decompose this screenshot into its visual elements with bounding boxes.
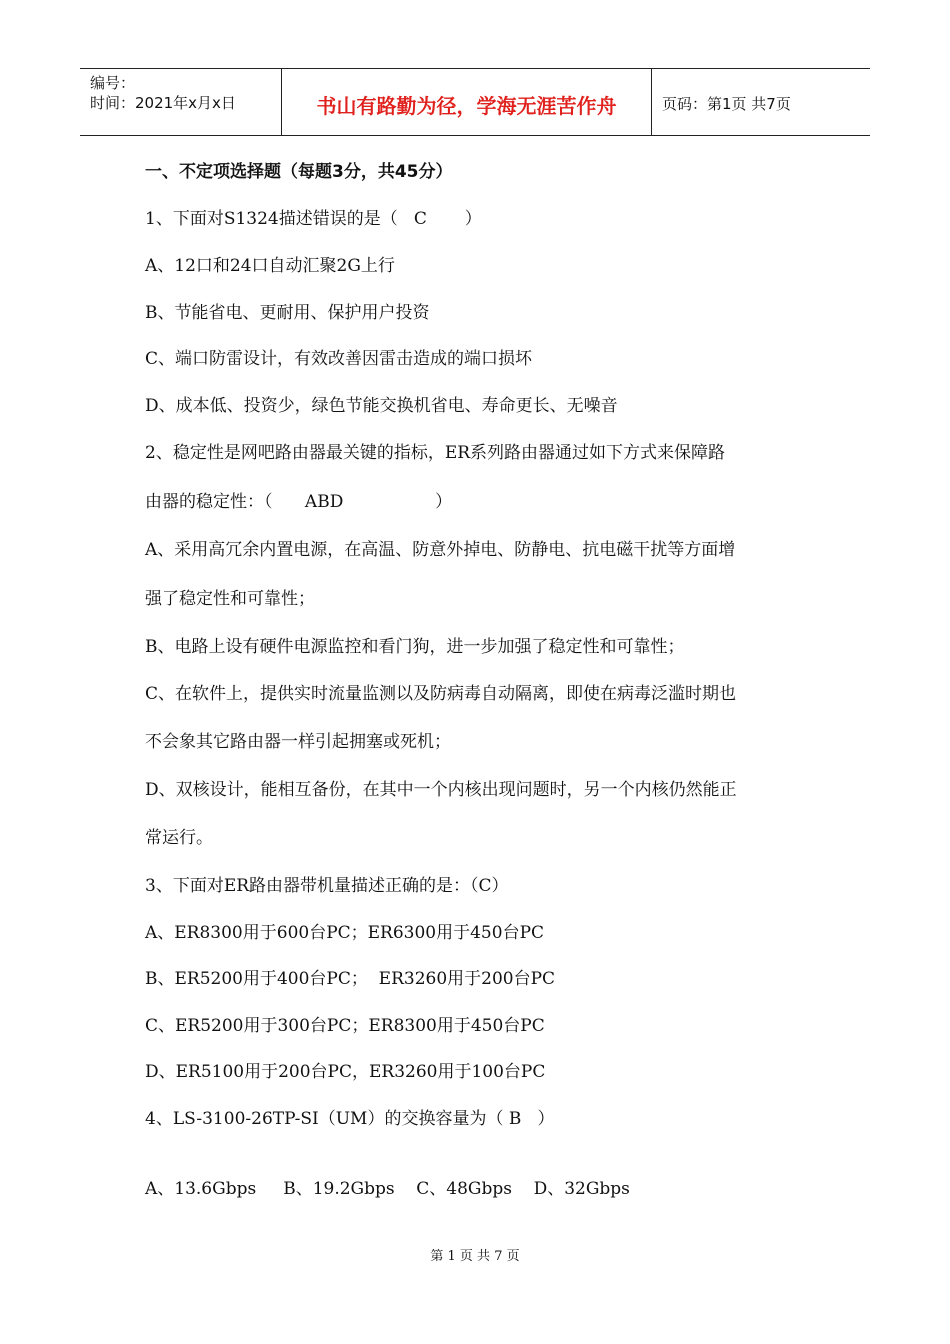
option-line: B、电路上设有硬件电源监控和看门狗，进一步加强了稳定性和可靠性； [145, 637, 685, 657]
header-meta [80, 69, 281, 135]
question-line: 由器的稳定性：（ ABD ） [145, 492, 453, 512]
page-footer: 第 1 页 共 7 页 [430, 1249, 520, 1264]
option-line: D、双核设计，能相互备份，在其中一个内核出现问题时，另一个内核仍然能正 [145, 780, 737, 800]
question-line: 2、稳定性是网吧路由器最关键的指标，ER系列路由器通过如下方式来保障路 [145, 443, 726, 463]
question-line: 1、下面对S1324描述错误的是（ C ） [145, 209, 482, 229]
option-line: 强了稳定性和可靠性； [145, 589, 315, 609]
option-line: D、ER5100用于200台PC，ER3260用于100台PC [145, 1062, 546, 1082]
section-title: 一、不定项选择题（每题3分，共45分） [145, 162, 453, 182]
question-line: 3、下面对ER路由器带机量描述正确的是：（C） [145, 876, 509, 896]
option-line: C、ER5200用于300台PC；ER8300用于450台PC [145, 1016, 545, 1036]
number-label: 编号： [90, 74, 136, 92]
page-header [80, 68, 870, 136]
option-line: B、ER5200用于400台PC； ER3260用于200台PC [145, 969, 556, 989]
question-line: 4、LS-3100-26TP-SI（UM）的交换容量为（ B ） [145, 1109, 555, 1129]
option-line: A、ER8300用于600台PC；ER6300用于450台PC [145, 923, 545, 943]
option-line: 常运行。 [145, 828, 213, 848]
option-line: A、13.6Gbps B、19.2Gbps C、48Gbps D、32Gbps [145, 1179, 630, 1199]
header-motto: 书山有路勤为径，学海无涯苦作舟 [281, 69, 652, 135]
option-line: C、端口防雷设计，有效改善因雷击造成的端口损坏 [145, 349, 533, 369]
option-line: A、采用高冗余内置电源，在高温、防意外掉电、防静电、抗电磁干扰等方面增 [145, 540, 736, 560]
header-page-info: 页码：第1页 共7页 [662, 94, 791, 113]
option-line: C、在软件上，提供实时流量监测以及防病毒自动隔离，即使在病毒泛滥时期也 [145, 684, 737, 704]
date-line: 时间：2021年x月x日 [90, 94, 236, 112]
option-line: D、成本低、投资少，绿色节能交换机省电、寿命更长、无噪音 [145, 396, 618, 416]
option-line: 不会象其它路由器一样引起拥塞或死机； [145, 732, 451, 752]
option-line: A、12口和24口自动汇聚2G上行 [145, 256, 395, 276]
option-line: B、节能省电、更耐用、保护用户投资 [145, 303, 430, 323]
